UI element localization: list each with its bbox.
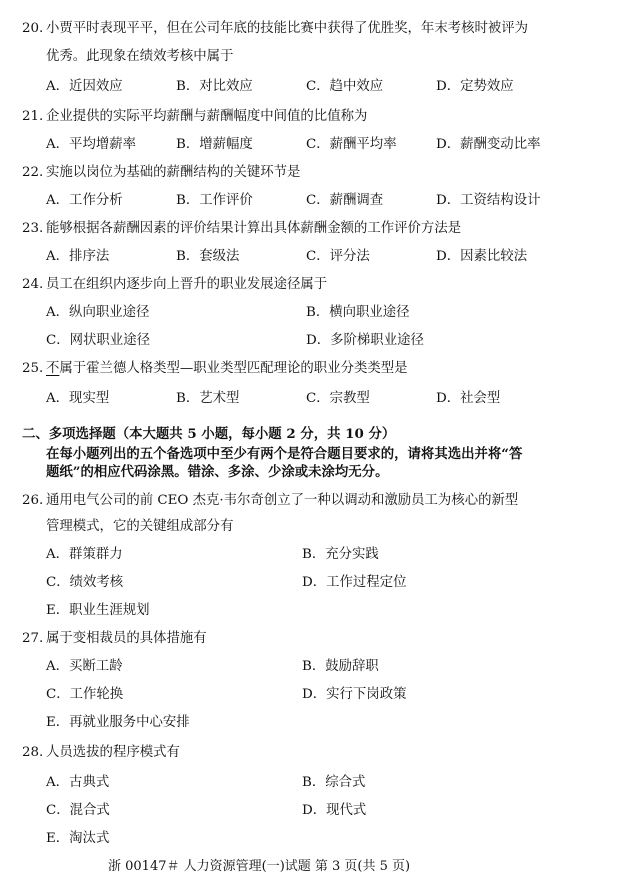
q25-option-d: D．社会型 [436,391,501,406]
q21-option-c: C．薪酬平均率 [306,137,397,152]
q20-option-c: C．趋中效应 [306,79,384,94]
q26-option-b: B．充分实践 [302,547,379,562]
q23-option-c: C．评分法 [306,249,370,264]
section2-instruction-line2: 题纸”的相应代码涂黑。错涂、多涂、少涂或未涂均无分。 [46,464,389,480]
q26-option-d: D．工作过程定位 [302,575,407,590]
section2-instruction-line1: 在每小题列出的五个备选项中至少有两个是符合题目要求的，请将其选出并将“答 [46,446,523,462]
q27-option-a: A．买断工龄 [46,659,123,674]
q27-option-d: D．实行下岗政策 [302,687,407,702]
q25-stem-rest: 属于霍兰德人格类型—职业类型匹配理论的职业分类类型是 [59,361,408,376]
q23-stem: 能够根据各薪酬因素的评价结果计算出具体薪酬金额的工作评价方法是 [46,221,462,236]
q26-option-e: E．职业生涯规划 [46,603,150,618]
q24-option-b: B．横向职业途径 [306,305,410,320]
q28-option-b: B．综合式 [302,775,366,790]
q20-stem-line2: 优秀。此现象在绩效考核中属于 [46,49,234,64]
q21-option-d: D．薪酬变动比率 [436,137,541,152]
q20-option-d: D．定势效应 [436,79,514,94]
q22-number: 22. [22,165,44,180]
q28-number: 28. [22,745,44,760]
q25-stem [46,362,408,375]
q25-emphasis-not: 不 [46,361,60,376]
q27-option-c: C．工作轮换 [46,687,124,702]
q21-number: 21. [22,109,44,124]
q21-stem: 企业提供的实际平均薪酬与薪酬幅度中间值的比值称为 [46,109,368,124]
q23-option-a: A．排序法 [46,249,110,264]
q21-option-b: B．增薪幅度 [176,137,253,152]
q28-option-a: A．古典式 [46,775,110,790]
q21-option-a: A．平均增薪率 [46,137,137,152]
q22-option-b: B．工作评价 [176,193,253,208]
q26-stem-line2: 管理模式，它的关键组成部分有 [46,519,234,534]
q23-number: 23. [22,221,44,236]
q22-stem: 实施以岗位为基础的薪酬结构的关键环节是 [46,165,301,180]
q26-number: 26. [22,493,44,508]
q20-option-a: A．近因效应 [46,79,123,94]
q25-option-c: C．宗教型 [306,391,370,406]
q27-option-b: B．鼓励辞职 [302,659,379,674]
q24-option-c: C．网状职业途径 [46,333,150,348]
q28-option-e: E．淘汰式 [46,831,110,846]
q26-option-a: A．群策群力 [46,547,123,562]
q28-option-c: C．混合式 [46,803,110,818]
section2-heading: 二、多项选择题（本大题共 5 小题，每小题 2 分，共 10 分） [22,426,396,442]
q24-stem: 员工在组织内逐步向上晋升的职业发展途径属于 [46,277,328,292]
q25-option-a: A．现实型 [46,391,110,406]
q23-option-b: B．套级法 [176,249,240,264]
q20-number: 20. [22,21,44,36]
q27-option-e: E．再就业服务中心安排 [46,715,190,730]
q27-number: 27. [22,631,44,646]
q22-option-d: D．工资结构设计 [436,193,541,208]
q22-option-c: C．薪酬调查 [306,193,384,208]
q28-stem: 人员选拔的程序模式有 [46,745,180,760]
q25-option-b: B．艺术型 [176,391,240,406]
q23-option-d: D．因素比较法 [436,249,528,264]
q20-option-b: B．对比效应 [176,79,253,94]
page-footer: 浙 00147＃ 人力资源管理(一)试题 第 3 页(共 5 页) [108,859,411,874]
q27-stem: 属于变相裁员的具体措施有 [46,631,207,646]
q20-stem-line1: 小贾平时表现平平，但在公司年底的技能比赛中获得了优胜奖，年末考核时被评为 [46,21,529,36]
q24-number: 24. [22,277,44,292]
q22-option-a: A．工作分析 [46,193,123,208]
q26-option-c: C．绩效考核 [46,575,124,590]
q25-number: 25. [22,361,44,376]
q26-stem-line1: 通用电气公司的前 CEO 杰克·韦尔奇创立了一种以调动和激励员工为核心的新型 [46,493,519,508]
q24-option-d: D．多阶梯职业途径 [306,333,424,348]
q28-option-d: D．现代式 [302,803,367,818]
q24-option-a: A．纵向职业途径 [46,305,150,320]
